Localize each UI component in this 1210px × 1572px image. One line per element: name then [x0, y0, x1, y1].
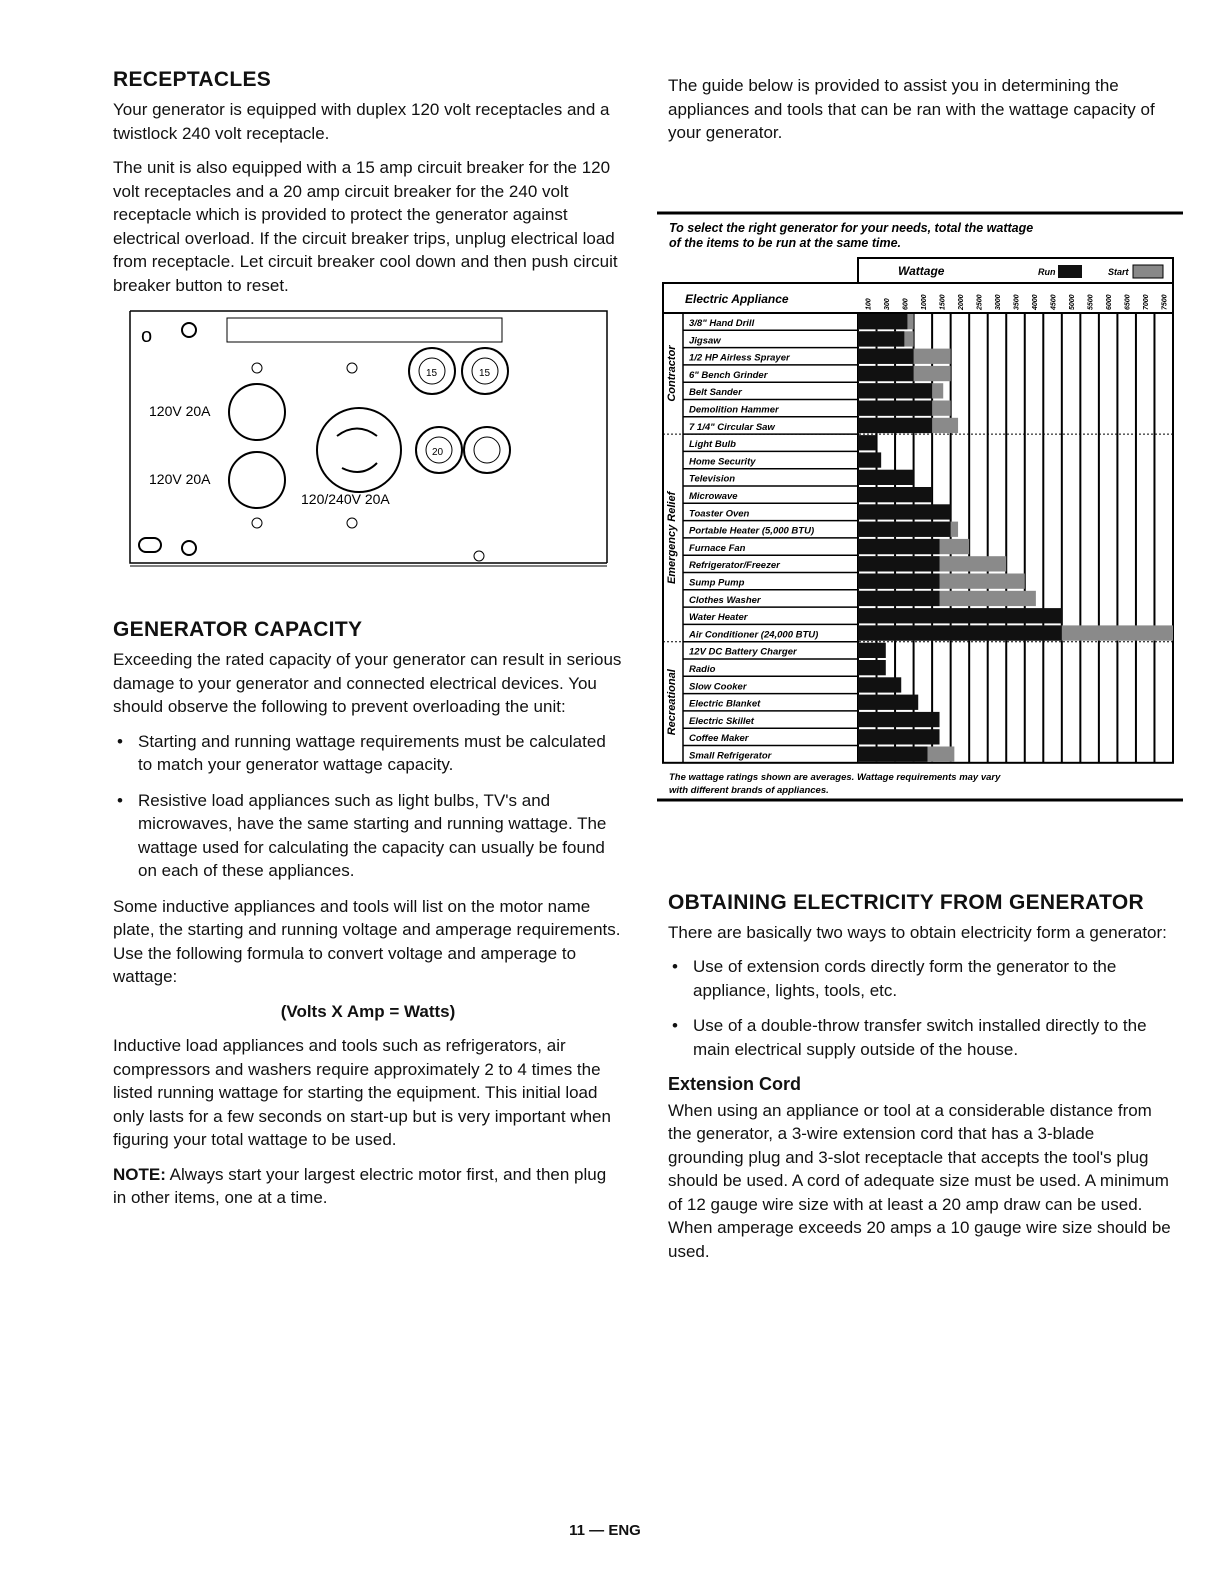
appliance-label: Electric Skillet	[689, 715, 754, 727]
chart-footnote: with different brands of appliances.	[669, 784, 829, 796]
chart-title: of the items to be run at the same time.	[669, 236, 901, 250]
run-bar	[858, 660, 886, 675]
chart-title: To select the right generator for your needs, total the wattage	[669, 221, 1034, 235]
tick-label: 7500	[1161, 294, 1169, 310]
tick-label: 7000	[1143, 294, 1151, 310]
appliance-label: Demolition Hammer	[689, 404, 779, 416]
bullet-item: • Use of extension cords directly form the generator to the appliance, lights, tools, etc.	[668, 955, 1173, 1002]
legend-start-swatch	[1133, 265, 1163, 278]
tick-label: 2500	[976, 294, 984, 310]
run-bar	[858, 383, 932, 398]
label-120v-top: 120V 20A	[149, 403, 211, 419]
capacity-p2: Some inductive appliances and tools will list on the motor name plate, the starting and running voltage and amperage requirements. Use the following formula to convert voltage and amperage to wattage:	[113, 896, 621, 986]
appliance-label: Air Conditioner (24,000 BTU)	[689, 629, 819, 641]
note-text: Always start your largest electric motor first, and then plug in other items, one at a time.	[113, 1164, 607, 1207]
run-bar	[858, 747, 927, 762]
appliance-label: Microwave	[689, 491, 738, 502]
legend-run-label: Run	[1038, 267, 1056, 277]
group-label: Emergency Relief	[666, 491, 678, 585]
wattage-chart	[655, 210, 1185, 805]
capacity-p1: Exceeding the rated capacity of your generator can result in serious damage to your generator and connected electrical devices. You should observe the following to prevent overloading the unit:	[113, 650, 622, 716]
run-bar	[858, 504, 951, 519]
tick-label: 5500	[1087, 294, 1095, 310]
run-bar	[858, 331, 904, 346]
run-bar	[858, 729, 940, 744]
wattage-header: Wattage	[898, 264, 945, 278]
appliance-label: Television	[689, 473, 736, 485]
appliance-label: Jigsaw	[689, 335, 721, 347]
run-bar	[858, 418, 932, 433]
receptacles-p1: Your generator is equipped with duplex 120 volt receptacles and a twistlock 240 volt receptacle.	[113, 100, 610, 143]
tick-label: 1500	[939, 294, 947, 310]
tick-label: 3500	[1013, 294, 1021, 310]
extension-cord-heading: Extension Cord	[668, 1074, 802, 1094]
tick-label: 1000	[920, 294, 928, 310]
appliance-label: Furnace Fan	[689, 542, 746, 554]
run-bar	[858, 470, 914, 485]
tick-label: 3000	[994, 294, 1002, 310]
receptacles-heading: RECEPTACLES	[113, 68, 272, 91]
appliance-label: Electric Blanket	[689, 698, 761, 710]
appliance-label: Portable Heater (5,000 BTU)	[689, 525, 815, 537]
group-label: Recreational	[666, 669, 678, 736]
label-240v: 120/240V 20A	[301, 491, 390, 507]
bullet-item: • Use of a double-throw transfer switch installed directly to the main electrical supply outside of the house.	[668, 1014, 1173, 1061]
capacity-p3: Inductive load appliances and tools such as refrigerators, air compressors and washers require approximately 2 to 4 times the listed running wattage for starting the equipment. This initial load only lasts for a few seconds on start-up but is very important when figuring your total wattage to be used.	[113, 1036, 611, 1149]
run-bar	[858, 556, 940, 571]
appliance-label: Coffee Maker	[689, 733, 749, 745]
appliance-label: 1/2 HP Airless Sprayer	[689, 352, 790, 364]
capacity-heading: GENERATOR CAPACITY	[113, 618, 363, 641]
appliance-label: Belt Sander	[689, 387, 742, 399]
tick-label: 6000	[1106, 294, 1114, 310]
run-bar	[858, 435, 877, 450]
formula: (Volts X Amp = Watts)	[280, 1001, 456, 1021]
appliance-label: Home Security	[689, 456, 756, 468]
label-120v-bottom: 120V 20A	[149, 471, 211, 487]
tick-label: 300	[883, 298, 891, 310]
tick-label: 100	[865, 298, 873, 310]
appliance-label: Sump Pump	[689, 577, 745, 589]
note-label: NOTE:	[113, 1164, 166, 1184]
appliance-label: Clothes Washer	[689, 594, 761, 606]
bullet-item: • Starting and running wattage requirements must be calculated to match your generator wattage capacity.	[113, 730, 623, 777]
obtaining-bullets	[668, 955, 1173, 1061]
receptacles-p2: The unit is also equipped with a 15 amp circuit breaker for the 120 volt receptacles and a 20 amp circuit breaker for the 240 volt receptacle which is provided to protect the generator against electrical overload. If the circuit breaker trips, unplug electrical load from receptacle. Let circuit breaker cool down and then push circuit breaker button to reset.	[113, 158, 618, 295]
run-bar	[858, 591, 940, 606]
appliance-label: Water Heater	[689, 612, 748, 624]
run-bar	[858, 625, 1062, 640]
capacity-bullets	[113, 730, 623, 883]
legend-start-label: Start	[1108, 267, 1129, 277]
run-bar	[858, 452, 881, 467]
tick-label: 6500	[1124, 294, 1132, 310]
run-bar	[858, 314, 907, 329]
run-bar	[858, 695, 918, 710]
obtaining-p1: There are basically two ways to obtain electricity form a generator:	[668, 922, 1167, 942]
run-bar	[858, 487, 932, 502]
appliance-label: Toaster Oven	[689, 508, 750, 520]
svg-text:15: 15	[479, 368, 491, 379]
svg-text:o: o	[141, 325, 153, 347]
tick-label: 5000	[1069, 294, 1077, 310]
tick-label: 600	[902, 298, 910, 310]
run-bar	[858, 643, 886, 658]
run-bar	[858, 608, 1062, 623]
appliance-label: 7 1/4" Circular Saw	[689, 421, 775, 433]
receptacle-panel-diagram	[127, 308, 617, 588]
obtaining-heading: OBTAINING ELECTRICITY FROM GENERATOR	[668, 890, 1144, 914]
left-column	[113, 68, 623, 1221]
breaker-20-label: 20	[432, 447, 444, 458]
appliance-label: Light Bulb	[689, 439, 736, 451]
run-bar	[858, 349, 914, 364]
run-bar	[858, 677, 901, 692]
run-bar	[858, 539, 940, 554]
tick-label: 4500	[1050, 294, 1058, 310]
run-bar	[858, 522, 951, 537]
guide-intro: The guide below is provided to assist you in determining the appliances and tools that can be ran with the wattage capacity of your generator.	[668, 76, 1155, 142]
chart-footnote: The wattage ratings shown are averages. Wattage requirements may vary	[669, 771, 1001, 783]
tick-label: 2000	[957, 294, 965, 310]
legend-run-swatch	[1058, 265, 1082, 278]
extension-cord-text: When using an appliance or tool at a considerable distance from the generator, a 3-wire extension cord that has a 3-blade grounding plug and 3-slot receptacle that accepts the tool's plug should be used. A cord of adequate size must be used. A minimum of 12 gauge wire size with at least a 20 amp draw can be used. When amperage exceeds 20 amps a 10 gauge wire size should be used.	[668, 1100, 1171, 1261]
appliance-label: Radio	[689, 664, 716, 675]
appliance-label: 3/8" Hand Drill	[689, 318, 755, 329]
appliance-label: Refrigerator/Freezer	[689, 560, 780, 572]
group-label: Contractor	[666, 345, 678, 402]
appliance-label: Small Refrigerator	[689, 750, 772, 762]
run-bar	[858, 401, 932, 416]
run-bar	[858, 574, 940, 589]
note	[113, 1163, 623, 1210]
appliance-label: 6" Bench Grinder	[689, 369, 768, 381]
appliance-label: Slow Cooker	[689, 681, 747, 693]
page-number: 11 — ENG	[569, 1522, 641, 1539]
bullet-item: • Resistive load appliances such as light bulbs, TV's and microwaves, have the same starting and running wattage. The wattage used for calculating the capacity can usually be found on each of these appliances.	[113, 789, 623, 883]
run-bar	[858, 712, 940, 727]
breaker-15-label: 15	[426, 368, 438, 379]
appliance-label: 12V DC Battery Charger	[689, 646, 797, 658]
row-header: Electric Appliance	[685, 292, 789, 306]
tick-label: 4000	[1032, 294, 1040, 310]
run-bar	[858, 366, 914, 381]
